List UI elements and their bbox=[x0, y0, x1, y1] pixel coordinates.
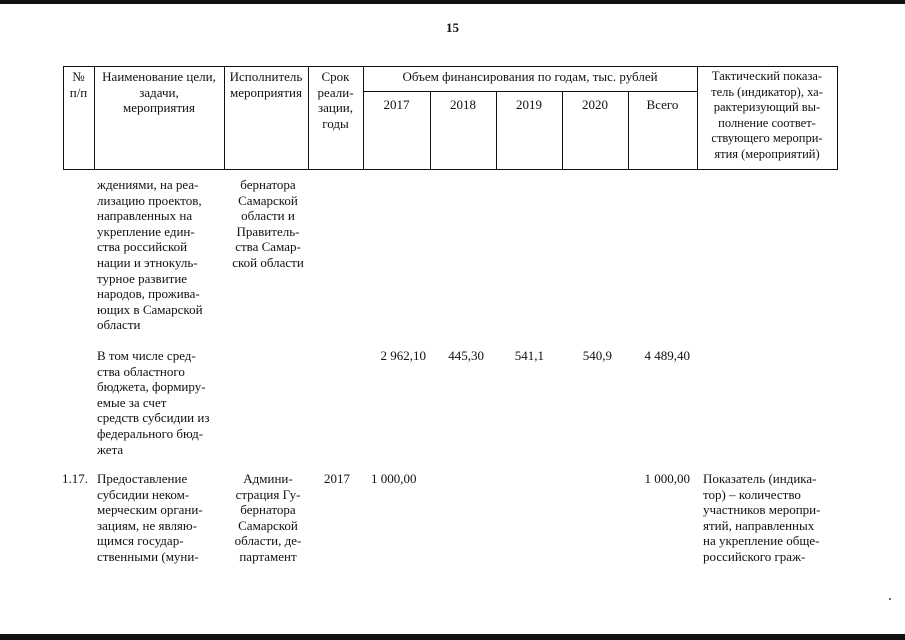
col-header-total: Всего bbox=[646, 97, 679, 112]
subsidy-2018: 445,30 bbox=[448, 348, 484, 363]
row-117-executor: Админи- страция Гу- бернатора Самарской области, де- партамент bbox=[234, 471, 302, 564]
subsidy-2019: 541,1 bbox=[514, 348, 544, 363]
col-header-year: 2019 bbox=[516, 97, 542, 112]
bottom-border bbox=[0, 634, 905, 640]
col-header-term: Срок реали- зации, годы bbox=[317, 69, 354, 131]
subsidy-total: 4 489,40 bbox=[644, 348, 690, 363]
col-line bbox=[837, 66, 838, 170]
row-117-indicator: Показатель (индика- тор) – количество участников меропри- ятий, направленных на укрепление обще- российского граж- bbox=[703, 471, 821, 564]
table-header bbox=[63, 66, 838, 170]
continuation-executor: бернатора Самарской области и Правитель- ства Самар- ской области bbox=[232, 177, 304, 270]
col-header-year: 2020 bbox=[582, 97, 608, 112]
years-divider-line bbox=[363, 91, 697, 92]
col-header-indicator: Тактический показа- тель (индикатор), ха- рактеризующий вы- полнение соответ- ствующего меропри- ятия (мероприятий) bbox=[711, 69, 823, 161]
row-117-2017: 1 000,00 bbox=[371, 471, 417, 486]
subsidy-2017: 2 962,10 bbox=[380, 348, 426, 363]
col-header-year: 2017 bbox=[383, 97, 410, 112]
row-117-number: 1.17. bbox=[62, 471, 88, 486]
row-117-total: 1 000,00 bbox=[644, 471, 690, 486]
page-number: 15 bbox=[446, 20, 459, 35]
col-header-name: Наименование цели, задачи, мероприятия bbox=[102, 69, 216, 115]
col-header-executor: Исполнитель мероприятия bbox=[229, 69, 303, 100]
col-header-number: № п/п bbox=[69, 69, 88, 100]
header-top-line bbox=[63, 66, 838, 67]
col-header-funding: Объем финансирования по годам, тыс. рублей bbox=[402, 69, 658, 84]
continuation-name: ждениями, на реа- лизацию проектов, направленных на укрепление един- ства российской нации и этнокуль- турное развитие народов, прожива- ющих в Самарской области bbox=[97, 177, 203, 333]
scan-speck bbox=[889, 598, 891, 600]
top-border bbox=[0, 0, 905, 4]
col-header-year: 2018 bbox=[450, 97, 476, 112]
row-117-term: 2017 bbox=[324, 471, 350, 486]
row-117-name: Предоставление субсидии неком- мерческим органи- зациям, не являю- щимся государ- ственными (муни- bbox=[97, 471, 203, 564]
subsidy-2020: 540,9 bbox=[582, 348, 612, 363]
header-bottom-line bbox=[63, 169, 838, 170]
subsidy-name: В том числе сред- ства областного бюджета, формиру- емые за счет средств субсидии из федерального бюд- жета bbox=[97, 348, 210, 457]
